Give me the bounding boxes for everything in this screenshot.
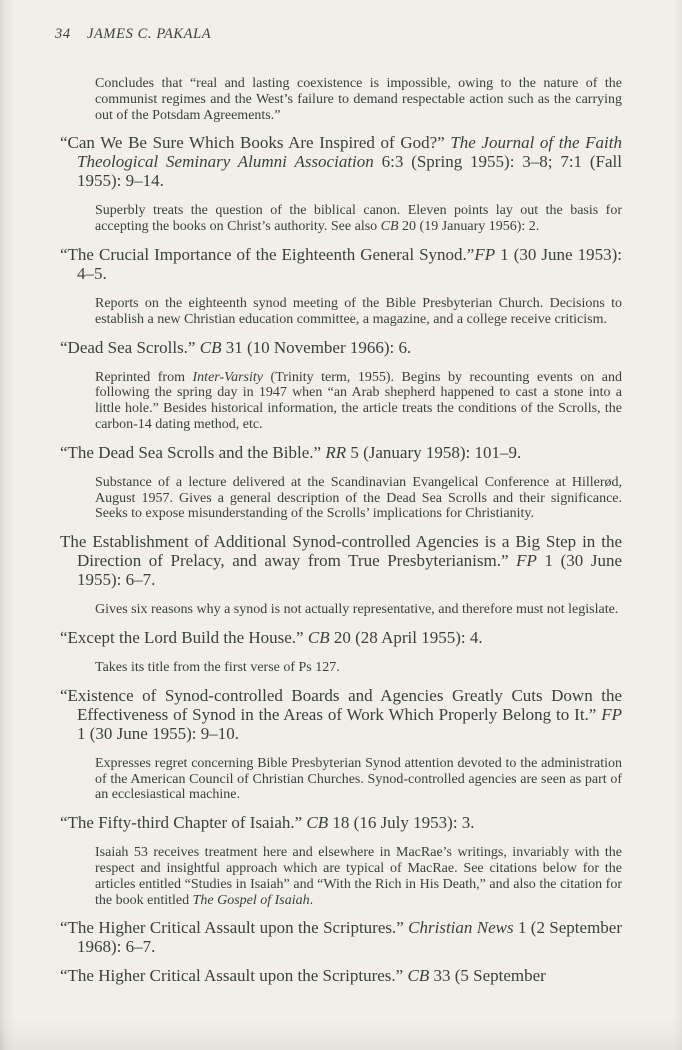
- text-segment: 20 (28 April 1955): 4.: [329, 627, 483, 647]
- italic-text-segment: FP: [516, 551, 537, 571]
- italic-text-segment: FP: [474, 244, 496, 264]
- bibliography-entry: [60, 628, 622, 647]
- bibliography-entry: [60, 686, 622, 743]
- bibliography-entry: [60, 133, 622, 190]
- text-segment: Isaiah 53 receives treatment here and elsewhere in MacRae’s writings, invariably with the respect and insightful approach which are typical of MacRae. See citations below for the articles entitled “Studies in Isaiah” and “With the Rich in His Death,” and also the citation for the book entitled: [95, 845, 622, 908]
- text-segment: 18 (16 July 1953): 3.: [328, 813, 475, 833]
- annotation-paragraph: [95, 845, 622, 908]
- italic-text-segment: CB: [306, 813, 329, 833]
- text-segment: Substance of a lecture delivered at the Scandinavian Evangelical Conference at Hillerød, August 1957. Gives a general description of the Dead Sea Scrolls and their significance. Seeks to expose misunderstanding of the Scrolls’ implications for Christianity.: [95, 474, 622, 522]
- text-segment: Reprinted from: [95, 369, 193, 385]
- annotation-paragraph: [95, 475, 622, 522]
- text-segment: 6:3 (Spring 1955): 3–8; 7:1 (Fall 1955): 9–14.: [77, 152, 622, 191]
- text-segment: Expresses regret concerning Bible Presbyterian Synod attention devoted to the administration of the American Council of Christian Churches. Synod-controlled agencies are seen as part of an ecclesiastical machine.: [95, 755, 622, 803]
- italic-text-segment: CB: [307, 627, 330, 647]
- text-segment: Reports on the eighteenth synod meeting of the Bible Presbyterian Church. Decisions to establish a new Christian education committee, a magazine, and a college receive criticism.: [95, 295, 622, 327]
- text-segment: Concludes that “real and lasting coexistence is impossible, owing to the nature of the communist regimes and the West’s failure to demand respectable action such as the carrying out of the Potsdam Agreements.”: [95, 76, 622, 123]
- annotation-paragraph: [95, 76, 622, 123]
- text-segment: “The Dead Sea Scrolls and the Bible.”: [60, 442, 326, 462]
- italic-text-segment: Christian News: [408, 918, 514, 938]
- text-segment: “Existence of Synod-controlled Boards and Agencies Greatly Cuts Down the Effectiveness of Synod in the Areas of Work Which Properly Belong to It.”: [60, 685, 622, 724]
- text-segment: “Can We Be Sure Which Books Are Inspired of God?”: [60, 133, 451, 153]
- bibliography-entry: [60, 245, 622, 283]
- bibliography-entry: [60, 813, 622, 832]
- annotation-paragraph: [95, 296, 622, 328]
- text-segment: “The Higher Critical Assault upon the Scriptures.”: [60, 966, 408, 986]
- italic-text-segment: FP: [601, 704, 622, 724]
- text-segment: The Establishment of Additional Synod-controlled Agencies is a Big Step in the Direction of Prelacy, and away from True Presbyterianism.”: [60, 532, 622, 571]
- text-segment: 20 (19 January 1956): 2.: [398, 219, 540, 235]
- text-segment: 33 (5 September: [429, 966, 546, 986]
- italic-text-segment: CB: [380, 219, 399, 235]
- italic-text-segment: RR: [325, 442, 347, 462]
- italic-text-segment: The Journal of the Faith Theological Seminary Alumni Association: [77, 133, 622, 172]
- text-segment: 5 (January 1958): 101–9.: [346, 442, 522, 462]
- running-header: [55, 26, 211, 43]
- italic-text-segment: Inter-Varsity: [192, 369, 264, 385]
- italic-text-segment: CB: [199, 337, 222, 357]
- text-segment: 1 (2 September 1968): 6–7.: [77, 918, 622, 957]
- page-content: [0, 45, 682, 985]
- text-segment: 1 (30 June 1955): 6–7.: [77, 551, 622, 590]
- bibliography-entry: [60, 443, 622, 462]
- text-segment: .: [309, 892, 314, 908]
- text-segment: “Dead Sea Scrolls.”: [60, 337, 200, 357]
- text-segment: “The Higher Critical Assault upon the Scriptures.”: [60, 918, 409, 938]
- annotation-paragraph: [95, 602, 622, 618]
- italic-text-segment: CB: [407, 966, 430, 986]
- text-segment: “The Fifty-third Chapter of Isaiah.”: [60, 813, 307, 833]
- bibliography-entry: [60, 532, 622, 589]
- text-segment: 1 (30 June 1953): 4–5.: [77, 244, 622, 283]
- italic-text-segment: The Gospel of Isaiah: [192, 892, 310, 908]
- text-segment: “Except the Lord Build the House.”: [60, 627, 308, 647]
- annotation-paragraph: [95, 756, 622, 803]
- text-segment: (Trinity term, 1955). Begins by recounting events on and following the spring day in 1947 when “an Arab shepherd happened to cast a stone into a little hole.” Besides historical information, the article treats the conditions of the Scrolls, the carbon-14 dating method, etc.: [95, 369, 623, 432]
- text-segment: “The Crucial Importance of the Eighteenth General Synod.”: [60, 244, 475, 264]
- bibliography-entry: [60, 918, 622, 956]
- text-segment: 31 (10 November 1966): 6.: [221, 337, 412, 357]
- bibliography-entry: [60, 966, 622, 985]
- text-segment: Gives six reasons why a synod is not actually representative, and therefore must not legislate.: [95, 602, 619, 618]
- text-segment: Takes its title from the first verse of Ps 127.: [95, 659, 340, 675]
- running-header-title: JAMES C. PAKALA: [86, 26, 212, 42]
- annotation-paragraph: [95, 660, 622, 676]
- text-segment: Superbly treats the question of the biblical canon. Eleven points lay out the basis for accepting the books on Christ’s authority. See also: [95, 203, 622, 235]
- text-segment: 1 (30 June 1955): 9–10.: [77, 723, 239, 743]
- annotation-paragraph: [95, 370, 622, 433]
- page-number: 34: [55, 26, 71, 42]
- bibliography-entry: [60, 338, 622, 357]
- annotation-paragraph: [95, 203, 622, 235]
